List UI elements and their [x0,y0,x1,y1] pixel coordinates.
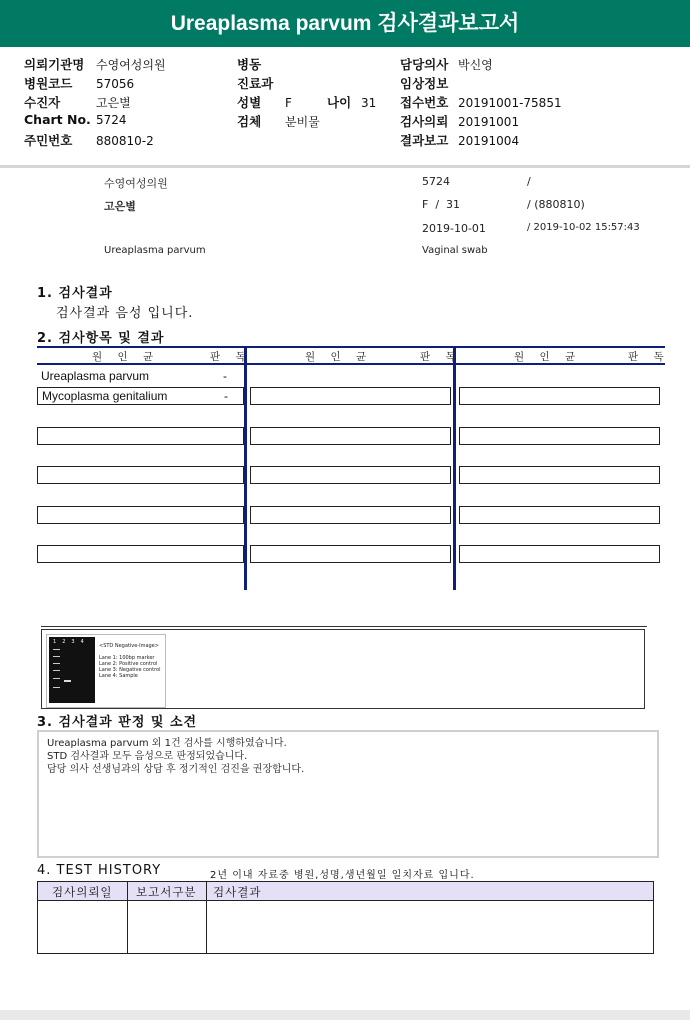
header-col-2 [237,55,387,131]
history-col-report-type: 보고서구분 [127,881,207,901]
gel-caption-line: Lane 3: Negative control [99,667,161,673]
empty-cell [250,387,451,405]
summary-receive-date: 2019-10-01 [422,222,486,235]
label-chart-no: Chart No. [24,112,91,127]
label-patient: 수진자 [24,95,61,110]
value-specimen: 분비물 [285,115,320,129]
value-requesting-institution: 수영여성의원 [96,58,166,72]
summary-specimen: Vaginal swab [422,245,488,256]
lane-4-label: 4 [80,639,90,645]
gel-band [53,649,60,650]
findings-box [37,730,659,858]
gel-image-panel [41,629,645,709]
gel-band [53,670,60,671]
findings-line: Ureaplasma parvum 외 1건 검사를 시행하였습니다. [47,738,287,749]
gel-band [53,678,60,679]
value-resident-no: 880810-2 [96,134,154,148]
table-divider-2 [453,346,456,590]
empty-cell [459,387,660,405]
label-report-date: 결과보고 [400,133,449,148]
row-2-result: - [224,389,228,403]
gel-lane-numbers [53,639,90,645]
empty-cell [459,466,660,484]
label-department: 진료과 [237,76,274,91]
section-4-note: 2년 이내 자료중 병원,성명,생년월일 일치자료 입니다. [210,870,475,881]
label-age: 나이 [327,95,352,110]
gel-caption-title: <STD Negative-Image> [99,643,159,649]
value-age: 31 [361,96,377,110]
gel-image [46,634,166,708]
label-request-date: 검사의뢰 [400,114,449,129]
summary-chart: 5724 [422,175,450,188]
row-2-organism: Mycoplasma genitalium [42,389,168,403]
header-col-1 [24,55,224,150]
value-report-date: 20191004 [458,134,520,148]
report-title: Ureaplasma parvum 검사결과보고서 [0,0,690,47]
col-header-organism-1: 원 인 균 [92,351,160,363]
empty-cell [459,545,660,563]
findings-line: STD 검사결과 모두 음성으로 판정되었습니다. [47,751,248,762]
empty-cell [37,545,244,563]
label-ward: 병동 [237,57,262,72]
header-separator [0,165,690,168]
empty-cell [250,506,451,524]
history-cell [206,900,654,954]
row-1-result: - [223,369,227,383]
label-receipt-no: 접수번호 [400,95,449,110]
gel-band [64,680,71,682]
value-hospital-code: 57056 [96,77,135,91]
summary-name: 고은별 [104,200,136,213]
label-sex: 성별 [237,95,262,110]
label-resident-no: 주민번호 [24,133,73,148]
label-hospital-code: 병원코드 [24,76,73,91]
row-2-cell [37,387,244,405]
table-divider-1 [244,346,247,590]
empty-cell [250,466,451,484]
gel-caption [99,643,163,679]
gel-lanes [49,637,95,703]
gel-caption-line: Lane 4: Sample [99,673,138,679]
section-3-title: 3. 검사결과 판정 및 소견 [37,715,198,730]
history-cell [127,900,207,954]
section-2-title: 2. 검사항목 및 결과 [37,331,165,346]
lane-3-label: 3 [71,639,81,645]
value-patient: 고은별 [96,96,131,110]
section-4-title: 4. TEST HISTORY [37,863,162,878]
findings-line: 담당 의사 선생님과의 상담 후 정기적인 검진을 권장합니다. [47,764,305,775]
label-doctor: 담당의사 [400,57,449,72]
summary-slash: / [527,175,531,188]
empty-cell [250,427,451,445]
section-1-title: 1. 검사결과 [37,286,113,301]
value-doctor: 박신영 [458,58,493,72]
gel-band [53,656,60,657]
row-1-organism: Ureaplasma parvum [41,369,150,383]
lane-1-label: 1 [53,639,63,645]
image-panel-top-rule [41,626,647,627]
gel-caption-line: Lane 2: Positive control [99,661,158,667]
col-header-organism-2: 원 인 균 [305,351,373,363]
page-bottom-bar [0,1010,690,1020]
empty-cell [459,427,660,445]
summary-hospital: 수영여성의원 [104,177,168,190]
value-request-date: 20191001 [458,115,520,129]
table-top-rule [37,346,665,348]
col-header-result-1: 판 독 [210,351,252,363]
gel-band [53,663,60,664]
col-header-organism-3: 원 인 균 [514,351,582,363]
col-header-result-2: 판 독 [420,351,462,363]
history-col-request-date: 검사의뢰일 [37,881,128,901]
summary-report-datetime: / 2019-10-02 15:57:43 [527,222,640,233]
summary-test: Ureaplasma parvum [104,245,206,256]
label-clinical-info: 임상정보 [400,76,449,91]
label-specimen: 검체 [237,114,262,129]
gel-band [53,687,60,688]
empty-cell [459,506,660,524]
value-sex: F [285,96,292,110]
label-requesting-institution: 의뢰기관명 [24,57,85,72]
section-1-result: 검사결과 음성 입니다. [56,306,194,321]
summary-birth: / (880810) [527,198,585,211]
header-col-3 [400,55,660,150]
value-chart-no: 5724 [96,113,127,127]
empty-cell [250,545,451,563]
gel-caption-line: Lane 1: 100bp marker [99,655,155,661]
empty-cell [37,427,244,445]
lane-2-label: 2 [62,639,72,645]
empty-cell [37,466,244,484]
history-col-result: 검사결과 [206,881,654,901]
value-receipt-no: 20191001-75851 [458,96,562,110]
empty-cell [37,506,244,524]
summary-sex-age: F / 31 [422,198,461,211]
history-cell [37,900,128,954]
col-header-result-3: 판 독 [628,351,670,363]
